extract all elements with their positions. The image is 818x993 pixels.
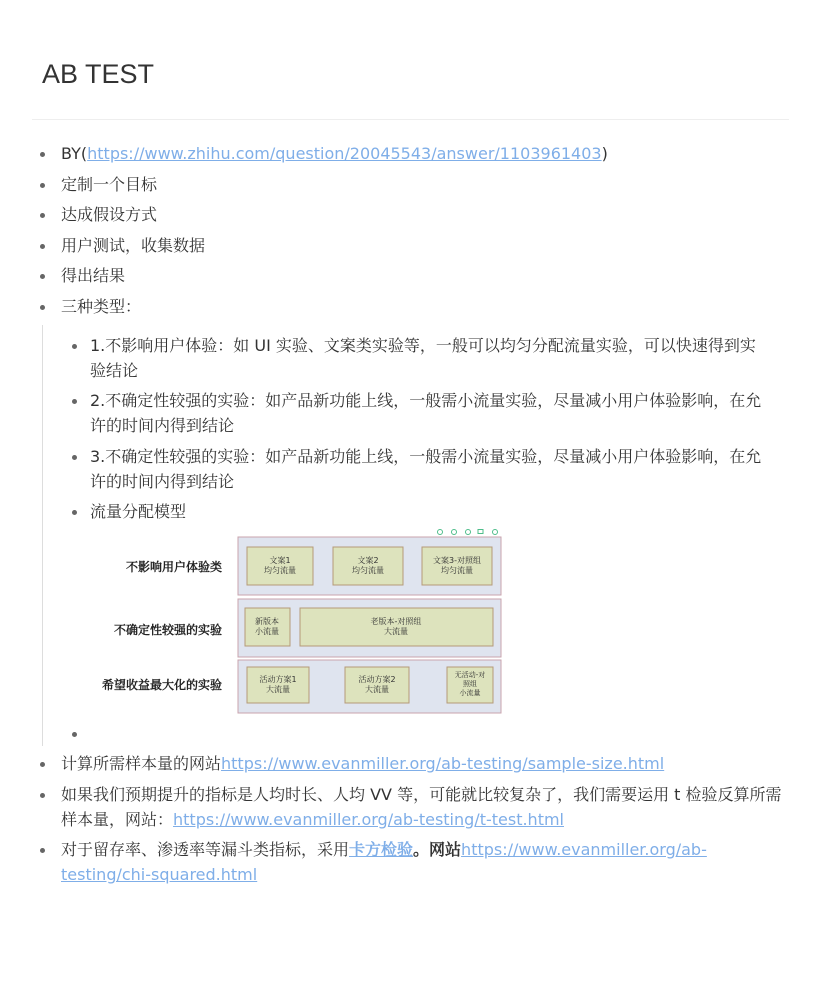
row2-box-1-line1: 新版本 <box>255 616 279 626</box>
empty-list-item <box>43 721 790 746</box>
by-prefix: BY( <box>61 144 88 163</box>
list-item-ttest <box>0 782 818 832</box>
content <box>0 141 818 893</box>
row1-box-1 <box>247 547 313 585</box>
row3-box-2-line2: 大流量 <box>365 684 389 694</box>
list-item-by <box>0 141 818 166</box>
row3-box-3-line2: 照组 <box>463 679 477 688</box>
types-label: 三种类型： <box>61 296 142 316</box>
chi-squared-test-link[interactable]: 卡方检验 <box>349 840 414 859</box>
types-sublist <box>43 333 790 525</box>
list-item-result: 得出结果 <box>0 263 818 288</box>
list-item-goal: 定制一个目标 <box>0 172 818 197</box>
row1-box-1-line1: 文案1 <box>269 555 291 565</box>
types-sublist-tail <box>43 721 790 746</box>
diagram-svg <box>72 529 512 715</box>
row1-box-1-line2: 均匀流量 <box>264 565 296 575</box>
list-item-types <box>0 294 818 746</box>
row1-box-3 <box>422 547 492 585</box>
row3-box-3 <box>447 667 493 703</box>
row3-box-1-line2: 大流量 <box>266 684 290 694</box>
chi-text: 对于留存率、渗透率等漏斗类指标，采用 <box>61 840 350 859</box>
list-item-hypothesis: 达成假设方式 <box>0 202 818 227</box>
types-sublist-wrap <box>42 325 790 746</box>
row3-box-1-line1: 活动方案1 <box>259 674 297 684</box>
row2-label: 不确定性较强的实验 <box>113 622 222 637</box>
by-suffix: ) <box>601 144 608 163</box>
row3-box-2-line1: 活动方案2 <box>358 674 396 684</box>
row2-box-2-line1: 老版本-对照组 <box>370 616 422 626</box>
title-divider <box>32 119 789 120</box>
row3-box-3-line1: 无活动-对 <box>454 670 486 679</box>
zhihu-link[interactable]: https://www.zhihu.com/question/20045543/answer/1103961403 <box>87 144 602 163</box>
row3-label: 希望收益最大化的实验 <box>101 677 222 692</box>
ttest-link[interactable]: https://www.evanmiller.org/ab-testing/t-test.html <box>173 809 564 829</box>
type-item-1: 1.不影响用户体验：如 UI 实验、文案类实验等，一般可以均匀分配流量实验，可以快速得到实验结论 <box>43 333 790 383</box>
row2-box-1-line2: 小流量 <box>255 626 279 636</box>
list-item-chi-squared <box>0 837 818 887</box>
type-item-3: 3.不确定性较强的实验：如产品新功能上线，一般需小流量实验，尽量减小用户体验影响，在允许的时间内得到结论 <box>43 444 790 494</box>
type-item-model: 流量分配模型 <box>43 499 790 524</box>
ttest-text: 如果我们预期提升的指标是人均时长、人均 VV 等，可能就比较复杂了，我们需要运用 t 检验反算所需样本量，网站： <box>61 784 782 829</box>
image-toolbar-icon <box>438 529 498 534</box>
chi-squared-link[interactable]: https://www.evanmiller.org/ab-testing/chi-squared.html <box>61 840 707 884</box>
list-item-test: 用户测试，收集数据 <box>0 233 818 258</box>
row1-label: 不影响用户体验类 <box>125 559 222 574</box>
sample-size-text: 计算所需样本量的网站 <box>61 754 222 773</box>
row2-box-1 <box>245 608 290 646</box>
row1-box-3-line1: 文案3-对照组 <box>433 555 481 565</box>
traffic-allocation-diagram <box>72 529 512 715</box>
row1-box-3-line2: 均匀流量 <box>441 565 473 575</box>
chi-mid-text: 。网站 <box>413 840 462 859</box>
row1-box-2-line1: 文案2 <box>357 555 379 565</box>
main-list <box>0 141 818 887</box>
page-title: AB TEST <box>42 59 155 89</box>
row3-box-3-line3: 小流量 <box>459 688 481 697</box>
type-item-2: 2.不确定性较强的实验：如产品新功能上线，一般需小流量实验，尽量减小用户体验影响，在允许的时间内得到结论 <box>43 388 790 438</box>
row3-box-1 <box>247 667 309 703</box>
row3-box-2 <box>345 667 409 703</box>
row1-box-2 <box>333 547 403 585</box>
list-item-sample-size <box>0 751 818 776</box>
row1-box-2-line2: 均匀流量 <box>352 565 384 575</box>
row2-box-2 <box>300 608 493 646</box>
sample-size-link[interactable]: https://www.evanmiller.org/ab-testing/sample-size.html <box>221 754 665 773</box>
row2-box-2-line2: 大流量 <box>384 626 408 636</box>
